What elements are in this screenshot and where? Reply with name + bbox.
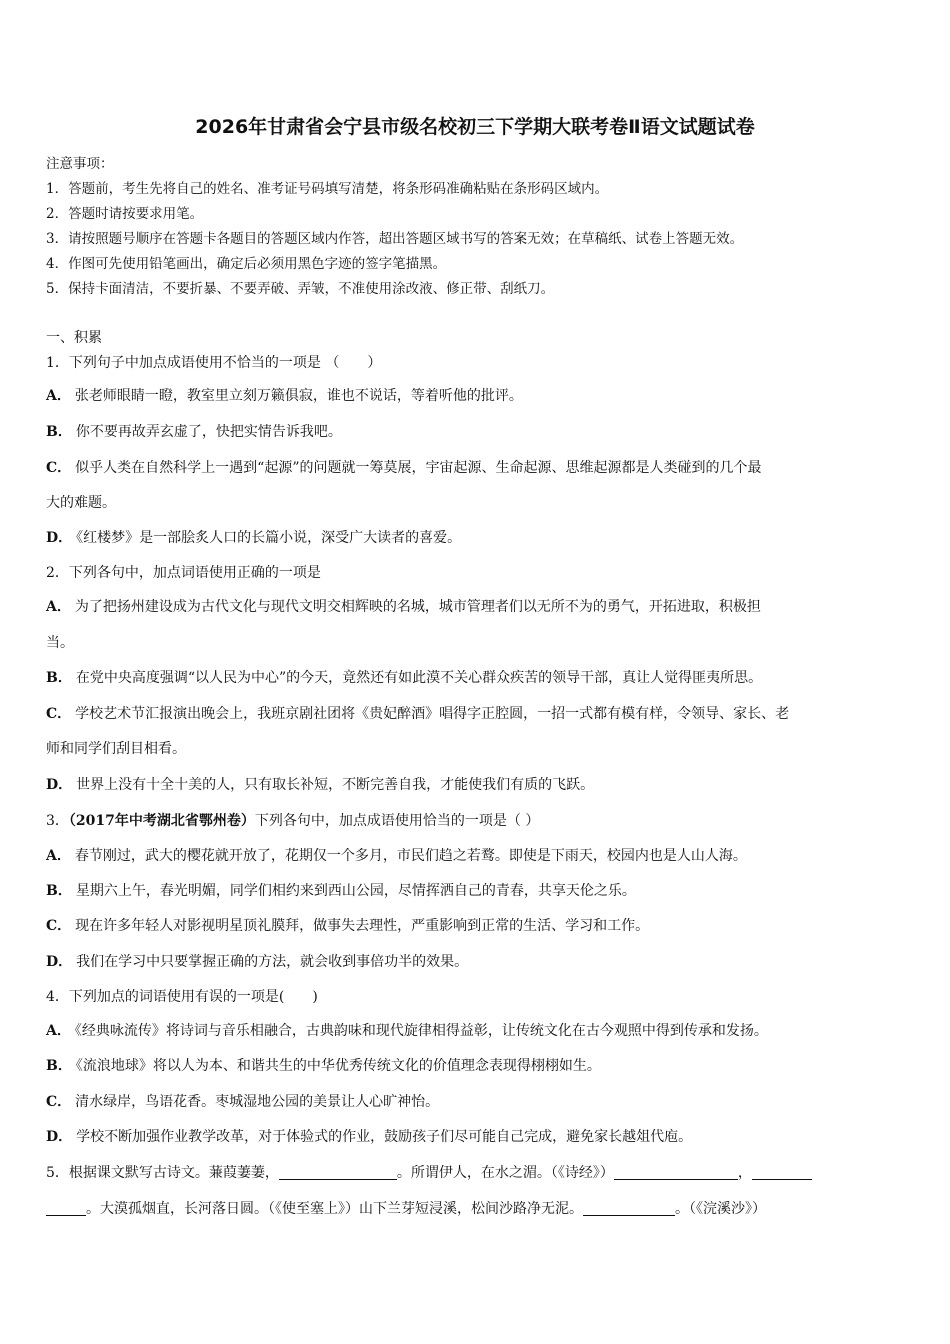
option-text: 世界上没有十全十美的人，只有取长补短，不断完善自我，才能使我们有质的飞跃。 <box>76 777 595 793</box>
option-text: 现在许多年轻人对影视明星顶礼膜拜，做事失去理性，严重影响到正常的生活、学习和工作。 <box>75 918 650 934</box>
option-text: 《红楼梦》是一部脍炙人口的长篇小说，深受广大读者的喜爱。 <box>76 530 462 546</box>
question-1-option-d <box>46 527 461 547</box>
section-heading: 一、积累 <box>46 330 102 346</box>
option-text: 在党中央高度强调“以人民为中心”的今天，竟然还有如此漠不关心群众疾苦的领导干部，真让人觉得匪夷所思。 <box>75 670 763 686</box>
answer-blank[interactable] <box>614 1165 738 1180</box>
question-4-stem: 4．下列加点的词语使用有误的一项是( ) <box>46 989 318 1005</box>
option-label: C． <box>46 460 72 476</box>
option-label: A． <box>46 599 71 615</box>
question-4-option-d <box>46 1126 692 1146</box>
question-3-option-a <box>46 845 747 865</box>
option-label: A． <box>46 848 71 864</box>
question-text: 。所谓伊人，在水之湄。（《诗经》） <box>396 1165 614 1181</box>
question-2-option-b <box>46 667 762 687</box>
notice-item: 5．保持卡面清洁，不要折暴、不要弄破、弄皱，不准使用涂改液、修正带、刮纸刀。 <box>46 281 555 297</box>
question-1-option-b <box>46 421 342 441</box>
answer-blank[interactable] <box>46 1201 86 1216</box>
option-label: B． <box>46 424 72 440</box>
question-1-option-c <box>46 457 761 477</box>
page-title: 2026年甘肃省会宁县市级名校初三下学期大联考卷Ⅱ语文试题试卷 <box>195 116 755 138</box>
question-number: 3． <box>46 813 69 829</box>
option-label: C． <box>46 706 72 722</box>
option-text: 我们在学习中只要掌握正确的方法，就会收到事倍功半的效果。 <box>76 954 469 970</box>
question-3-option-d <box>46 951 468 971</box>
notice-item: 3．请按照题号顺序在答题卡各题目的答题区域内作答，超出答题区域书写的答案无效；在草稿纸、试卷上答题无效。 <box>46 231 744 247</box>
notice-heading: 注意事项： <box>46 156 114 172</box>
question-5-line-1 <box>46 1162 812 1182</box>
question-4-option-a <box>46 1020 768 1040</box>
question-3-stem <box>46 810 539 830</box>
question-3-option-b <box>46 880 636 900</box>
question-1-option-a <box>46 385 523 405</box>
option-label: B． <box>46 883 72 899</box>
notice-item: 4．作图可先使用铅笔画出，确定后必须用黑色字迹的签字笔描黑。 <box>46 256 447 272</box>
option-label: A． <box>46 388 71 404</box>
question-text: 。大漠孤烟直，长河落日圆。（《使至塞上》）山下兰芽短浸溪，松间沙路净无泥。 <box>86 1201 583 1217</box>
option-label: B． <box>46 1058 72 1074</box>
answer-blank[interactable] <box>583 1201 675 1216</box>
option-label: C． <box>46 918 72 934</box>
option-text: 《经典咏流传》将诗词与音乐相融合，古典韵味和现代旋律相得益彰，让传统文化在古今观照中得到传承和发扬。 <box>74 1023 768 1039</box>
option-text: 星期六上午，春光明媚，同学们相约来到西山公园，尽情挥洒自己的青春，共享天伦之乐。 <box>75 883 636 899</box>
question-1-option-c-cont: 大的难题。 <box>46 495 116 511</box>
notice-item: 1．答题前，考生先将自己的姓名、准考证号码填写清楚，将条形码准确粘贴在条形码区域内。 <box>46 181 609 197</box>
question-5-line-2 <box>46 1198 766 1218</box>
question-text: 。（《浣溪沙》） <box>675 1201 766 1217</box>
question-text: ， <box>737 1165 752 1181</box>
question-3-option-c <box>46 915 649 935</box>
option-label: D． <box>46 530 73 546</box>
option-label: C． <box>46 1094 72 1110</box>
option-label: D． <box>46 954 73 970</box>
question-2-option-a-cont: 当。 <box>46 635 74 651</box>
option-label: D． <box>46 777 73 793</box>
answer-blank[interactable] <box>279 1165 397 1180</box>
question-2-option-c-cont: 师和同学们刮目相看。 <box>46 741 186 757</box>
option-text: 张老师眼睛一瞪，教室里立刻万籁俱寂，谁也不说话，等着听他的批评。 <box>74 388 523 404</box>
notice-item: 2．答题时请按要求用笔。 <box>46 206 204 222</box>
option-text: 清水绿岸，鸟语花香。枣城湿地公园的美景让人心旷神怡。 <box>75 1094 440 1110</box>
option-label: D． <box>46 1129 73 1145</box>
question-text: 下列各句中，加点成语使用恰当的一项是（ ） <box>254 813 540 829</box>
question-2-stem: 2．下列各句中，加点词语使用正确的一项是 <box>46 565 321 581</box>
question-text: 5．根据课文默写古诗文。蒹葭萋萋， <box>46 1165 279 1181</box>
option-text: 似乎人类在自然科学上一遇到“起源”的问题就一筹莫展，宇宙起源、生命起源、思维起源都是人类碰到的几个最 <box>75 460 762 476</box>
option-text: 学校艺术节汇报演出晚会上，我班京剧社团将《贵妃醉酒》唱得字正腔圆，一招一式都有模有样，令领导、家长、老 <box>75 706 790 722</box>
option-label: A． <box>46 1023 71 1039</box>
option-text: 学校不断加强作业教学改革，对于体验式的作业，鼓励孩子们尽可能自己完成，避免家长越俎代庖。 <box>76 1129 693 1145</box>
option-text: 为了把扬州建设成为古代文化与现代文明交相辉映的名城，城市管理者们以无所不为的勇气，开拓进取，积极担 <box>74 599 761 615</box>
option-label: B． <box>46 670 72 686</box>
option-text: 春节刚过，武大的樱花就开放了，花期仅一个多月，市民们趋之若鹜。即使是下雨天，校园内也是人山人海。 <box>74 848 747 864</box>
question-2-option-a <box>46 596 761 616</box>
question-source: （2017年中考湖北省鄂州卷） <box>68 813 255 829</box>
question-4-option-b <box>46 1055 601 1075</box>
question-2-option-c <box>46 703 789 723</box>
option-text: 《流浪地球》将以人为本、和谐共生的中华优秀传统文化的价值理念表现得栩栩如生。 <box>75 1058 601 1074</box>
option-text: 你不要再故弄玄虚了，快把实情告诉我吧。 <box>75 424 342 440</box>
answer-blank[interactable] <box>752 1165 812 1180</box>
question-2-option-d <box>46 774 594 794</box>
question-4-option-c <box>46 1091 439 1111</box>
question-1-stem: 1．下列句子中加点成语使用不恰当的一项是 （ ） <box>46 355 382 371</box>
